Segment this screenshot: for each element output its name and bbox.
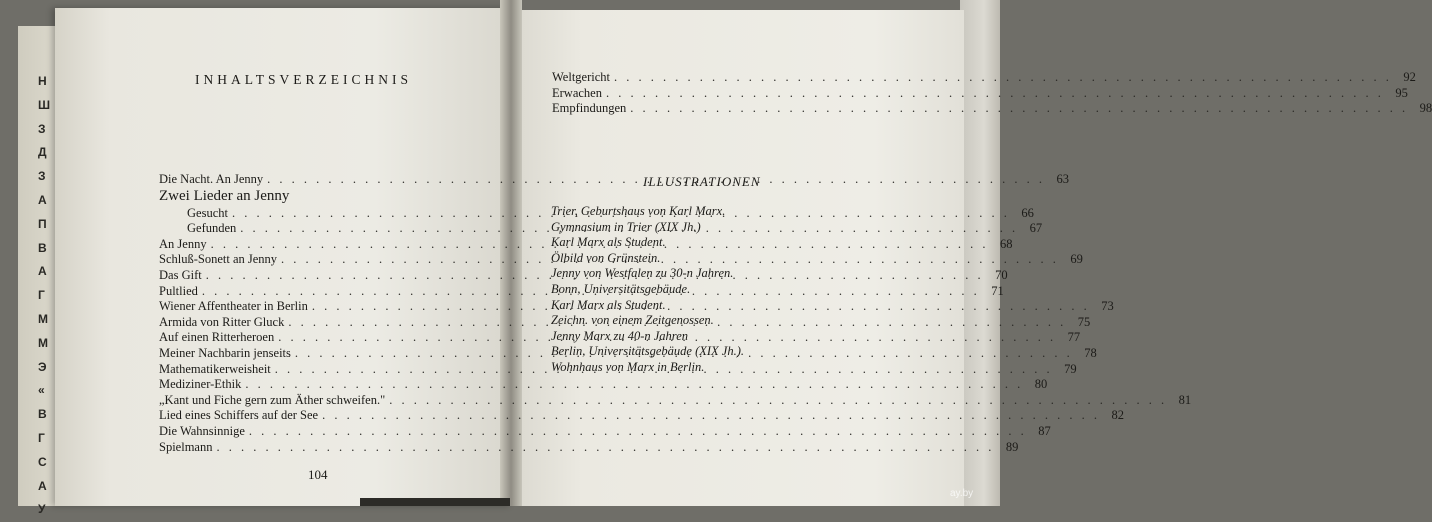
toc-entry-page: 80 (1034, 377, 1048, 392)
toc-dot-leader (626, 101, 1412, 116)
toc-dot-leader (212, 440, 998, 455)
illustration-item: Karl Marx als Student. (551, 297, 666, 312)
underlying-letter: Г (38, 430, 45, 445)
underlying-letter: З (38, 121, 46, 136)
toc-entry-page: 67 (1029, 221, 1043, 236)
toc-dot-leader (610, 70, 1396, 85)
toc-entry-title: Wiener Affentheater in Berlin (159, 299, 308, 314)
toc-entry-title: An Jenny (159, 236, 207, 251)
toc-entry (552, 101, 1432, 117)
toc-entry (159, 377, 1048, 393)
toc-entry (159, 439, 1019, 456)
watermark: ay.by (950, 488, 974, 499)
toc-entry-title: Weltgericht (552, 70, 610, 84)
underlying-letter: В (38, 407, 47, 422)
toc-entry-page: 79 (1064, 361, 1077, 376)
underlying-letter: А (38, 478, 47, 493)
toc-entry-page: 66 (1021, 205, 1034, 220)
page-number: 104 (308, 467, 328, 482)
underlying-letter: З (38, 169, 46, 184)
toc-entry-page: 71 (991, 283, 1004, 298)
toc-entry-page: 92 (1403, 70, 1416, 84)
toc-dot-leader (241, 377, 1027, 392)
underlying-letter: В (38, 240, 47, 255)
illustration-item: Zeichn. von einem Zeitgenossen. (551, 313, 714, 328)
toc-entry-page: 95 (1395, 85, 1408, 100)
toc-entry-title: Auf einen Ritterheroen (159, 330, 275, 345)
underlying-letter: Г (38, 288, 45, 303)
toc-entry (159, 423, 1051, 440)
toc-title: INHALTSVERZEICHNIS (195, 72, 412, 87)
illustration-item: Trier, Geburtshaus von Karl Marx. (551, 204, 726, 218)
toc-dot-leader (245, 424, 1031, 439)
toc-entry (552, 85, 1408, 102)
underlying-letter: У (38, 502, 46, 517)
underlying-letter: « (38, 383, 45, 398)
underlying-letter: П (38, 216, 47, 231)
dark-strip (360, 498, 510, 506)
toc-entry-title: Mediziner-Ethik (159, 377, 242, 392)
toc-entry-title: Zwei Lieder an Jenny (159, 187, 290, 204)
toc-entry (159, 408, 1124, 424)
toc-entry-title: Schluß-Sonett an Jenny (159, 252, 278, 267)
toc-entry-page: 89 (1005, 439, 1019, 454)
toc-entry-title: Erwachen (552, 85, 602, 100)
toc-entry-title: Lied eines Schiffers auf der See (159, 408, 319, 423)
toc-entry-title: Mathematikerweisheit (159, 361, 271, 376)
illustration-item: Gymnasium in Trier (XIX Jh.) (551, 219, 701, 234)
toc-entry (159, 392, 1192, 409)
toc-entry-page: 81 (1178, 392, 1192, 407)
underlying-letter: А (38, 192, 47, 207)
underlying-page-letters (38, 70, 52, 522)
underlying-letter: Д (38, 145, 47, 160)
underlying-letter: М (38, 311, 48, 326)
toc-entry-page: 73 (1101, 299, 1114, 314)
toc-entry-page: 75 (1077, 314, 1091, 329)
illustration-item: Jenny von Westfalen zu 30-n Jahren. (551, 266, 734, 281)
toc-entry-title: Die Nacht. An Jenny (159, 172, 264, 186)
toc-entry-page: 69 (1070, 252, 1083, 267)
toc-entry-title: Die Wahnsinnige (159, 423, 245, 438)
toc-list-right (552, 70, 1432, 117)
illustrations-list (551, 204, 744, 376)
toc-entry-title: Pultlied (159, 283, 198, 298)
toc-entry-page: 78 (1084, 345, 1097, 360)
toc-entry-page: 70 (995, 267, 1008, 282)
underlying-letter: А (38, 264, 47, 279)
underlying-letter: М (38, 335, 48, 350)
toc-entry (159, 188, 475, 206)
toc-entry-page: 82 (1111, 408, 1124, 423)
underlying-letter: Н (38, 74, 47, 88)
toc-entry (552, 70, 1416, 86)
toc-entry-page: 63 (1056, 172, 1070, 186)
illustration-item: Ölbild von Grünstein. (551, 250, 661, 265)
underlying-letter: Ш (38, 97, 51, 112)
toc-entry-title: Das Gift (159, 267, 202, 282)
illustration-item: Jenny Marx zu 40-n Jahren (551, 328, 688, 343)
toc-entry-page: 68 (999, 236, 1013, 251)
toc-entry-title: Armida von Ritter Gluck (159, 314, 285, 329)
illustration-item: Bonn, Universitätsgebäude. (551, 281, 691, 296)
toc-dot-leader (602, 86, 1388, 101)
toc-entry-title: Gefunden (187, 221, 237, 236)
toc-entry-title: „Kant und Fiche gern zum Äther schweifen." (159, 392, 386, 407)
illustrations-title: ILLUSTRATIONEN (643, 174, 761, 189)
illustration-item: Karl Marx als Student. (551, 235, 666, 250)
toc-entry-page: 77 (1067, 330, 1081, 345)
toc-entry-page: 98 (1419, 101, 1432, 116)
toc-dot-leader (385, 393, 1171, 408)
illustration-item: Wohnhaus von Marx in Berlin. (551, 359, 705, 374)
toc-entry-title: Meiner Nachbarin jenseits (159, 345, 291, 360)
illustration-item: Berlin, Universitätsgebäude (XIX Jh.). (551, 344, 745, 359)
underlying-letter: Э (38, 359, 47, 374)
underlying-letter: С (38, 454, 47, 469)
toc-entry-title: Gesucht (187, 205, 228, 220)
toc-entry-page: 87 (1038, 423, 1051, 438)
toc-entry-title: Spielmann (159, 439, 213, 454)
toc-dot-leader (318, 408, 1104, 423)
toc-entry-title: Empfindungen (552, 101, 627, 116)
